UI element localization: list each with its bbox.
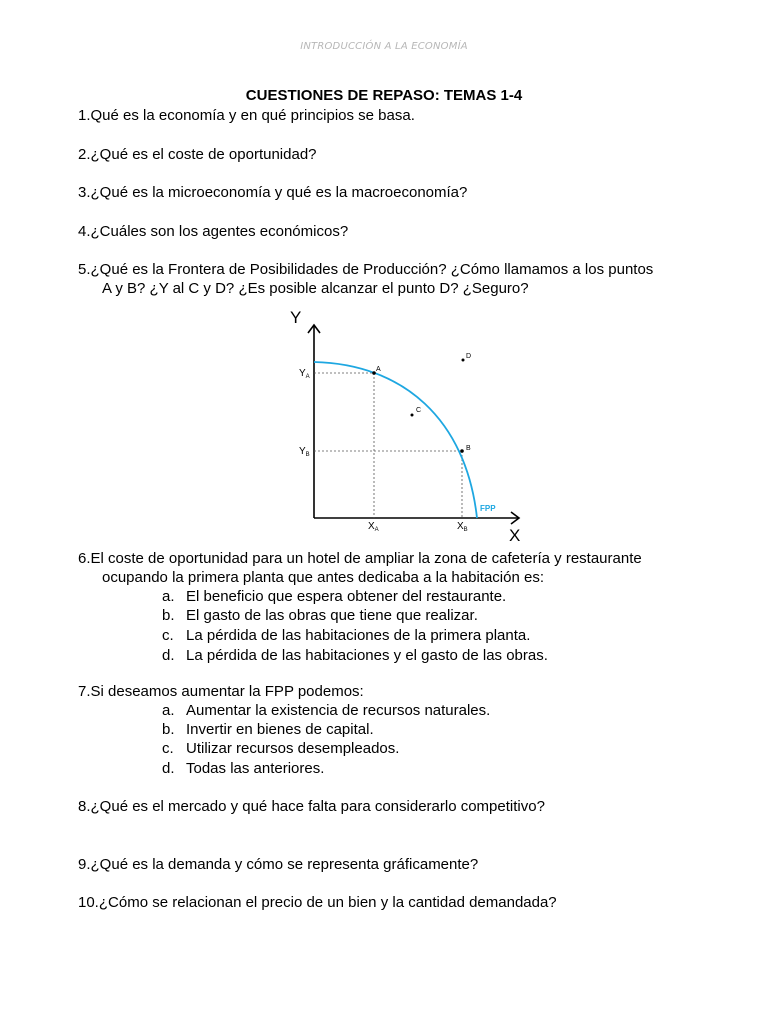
question-number: 5. (78, 261, 91, 278)
question-text: ¿Qué es el coste de oportunidad? (90, 146, 317, 163)
question-text: El coste de oportunidad para un hotel de ampliar la zona de cafetería y restaurante (90, 550, 642, 567)
question-7-option-a (162, 701, 490, 720)
question-text: ¿Cómo se relacionan el precio de un bien y la cantidad demandada? (98, 894, 557, 911)
question-6-option-a (162, 587, 506, 606)
question-5 (78, 260, 653, 279)
question-5-continuation: A y B? ¿Y al C y D? ¿Es posible alcanzar el punto D? ¿Seguro? (102, 280, 529, 297)
point-c-label: C (416, 407, 422, 414)
document-title: CUESTIONES DE REPASO: TEMAS 1-4 (245, 87, 523, 104)
question-text: ¿Qué es la microeconomía y qué es la macroeconomía? (90, 184, 468, 201)
question-6-option-d (162, 646, 548, 665)
option-text: Aumentar la existencia de recursos naturales. (186, 702, 491, 719)
option-letter: c. (162, 740, 174, 757)
question-9 (78, 855, 478, 874)
point-c (411, 414, 414, 417)
option-text: Utilizar recursos desempleados. (186, 740, 400, 757)
question-number: 4. (78, 223, 91, 240)
question-number: 2. (78, 146, 91, 163)
page-header: INTRODUCCIÓN A LA ECONOMÍA (300, 41, 468, 52)
option-letter: d. (162, 647, 175, 664)
y-axis-label: Y (290, 308, 302, 327)
question-7-option-d (162, 759, 324, 778)
option-letter: a. (162, 588, 175, 605)
yb-label: $Y_B$ (299, 446, 310, 458)
question-number: 8. (78, 798, 91, 815)
option-text: La pérdida de las habitaciones de la primera planta. (186, 627, 531, 644)
question-number: 10. (78, 894, 99, 911)
question-7-option-b (162, 720, 374, 739)
ya-label: $Y_A$ (299, 368, 310, 380)
question-8 (78, 797, 545, 816)
question-text: ¿Cuáles son los agentes económicos? (90, 223, 349, 240)
question-2 (78, 145, 317, 164)
question-number: 9. (78, 856, 91, 873)
option-text: El gasto de las obras que tiene que realizar. (186, 607, 478, 624)
question-6 (78, 549, 642, 568)
xb-label: $X_B$ (457, 521, 468, 533)
fpp-curve-label: FPP (480, 504, 496, 513)
question-7-option-c (162, 739, 399, 758)
question-4 (78, 222, 348, 241)
question-6-option-b (162, 606, 478, 625)
option-letter: c. (162, 627, 174, 644)
option-text: Todas las anteriores. (186, 760, 325, 777)
question-text: ¿Qué es la demanda y cómo se representa gráficamente? (90, 856, 479, 873)
option-letter: b. (162, 607, 175, 624)
point-d-label: D (466, 353, 472, 360)
question-3 (78, 183, 467, 202)
fpp-diagram (283, 303, 531, 545)
question-10 (78, 893, 557, 912)
question-text: ¿Qué es el mercado y qué hace falta para considerarlo competitivo? (90, 798, 545, 815)
option-letter: a. (162, 702, 175, 719)
point-b (460, 449, 464, 453)
point-b-label: B (466, 445, 471, 452)
question-text: ¿Qué es la Frontera de Posibilidades de Producción? ¿Cómo llamamos a los puntos (90, 261, 654, 278)
option-letter: b. (162, 721, 175, 738)
x-axis-label: X (509, 526, 521, 545)
option-text: La pérdida de las habitaciones y el gasto de las obras. (186, 647, 548, 664)
question-1 (78, 106, 415, 125)
question-number: 7. (78, 683, 91, 700)
question-text: Qué es la economía y en qué principios se basa. (90, 107, 415, 124)
point-a-label: A (376, 366, 381, 373)
xa-label: $X_A$ (368, 521, 379, 533)
question-number: 1. (78, 107, 91, 124)
question-text: Si deseamos aumentar la FPP podemos: (90, 683, 364, 700)
point-d (462, 359, 465, 362)
option-text: Invertir en bienes de capital. (186, 721, 374, 738)
option-letter: d. (162, 760, 175, 777)
question-number: 3. (78, 184, 91, 201)
option-text: El beneficio que espera obtener del restaurante. (186, 588, 507, 605)
question-6-option-c (162, 626, 530, 645)
question-6-continuation: ocupando la primera planta que antes dedicaba a la habitación es: (102, 569, 544, 586)
question-7 (78, 682, 364, 701)
question-number: 6. (78, 550, 91, 567)
